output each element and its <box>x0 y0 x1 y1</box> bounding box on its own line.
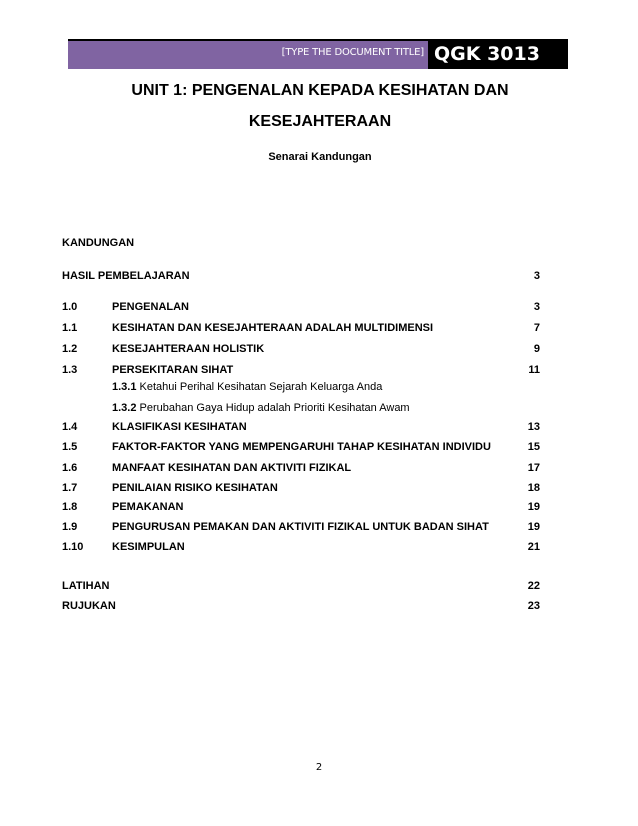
toc-text: PEMAKANAN <box>112 501 184 513</box>
toc-number: 1.2 <box>62 343 78 355</box>
toc-number: 1.7 <box>62 482 78 494</box>
toc-row-latihan <box>62 580 540 596</box>
toc-row <box>62 521 540 537</box>
toc-text: HASIL PEMBELAJARAN <box>62 270 190 282</box>
toc-subnumber: 1.3.1 <box>112 381 137 393</box>
toc-row <box>62 301 540 317</box>
toc-text: KESIMPULAN <box>112 541 185 553</box>
toc-text: FAKTOR-FAKTOR YANG MEMPENGARUHI TAHAP KESIHATAN INDIVIDU <box>112 441 491 453</box>
toc-page: 3 <box>533 301 540 313</box>
toc-row <box>62 322 540 338</box>
toc-page: 18 <box>527 482 540 494</box>
toc-text: PENGENALAN <box>112 301 190 313</box>
toc-page: 22 <box>527 580 540 592</box>
toc-number: 1.9 <box>62 521 78 533</box>
toc-number: 1.6 <box>62 462 78 474</box>
toc-page: 19 <box>527 521 540 533</box>
toc-page: 15 <box>527 441 540 453</box>
toc-subtext: Ketahui Perihal Kesihatan Sejarah Keluarga Anda <box>136 381 383 393</box>
toc-text: PERSEKITARAN SIHAT <box>112 364 234 376</box>
toc-row <box>62 462 540 478</box>
toc-text: LATIHAN <box>62 580 110 592</box>
toc-row-rujukan <box>62 600 540 616</box>
header-title-bar <box>68 39 428 69</box>
toc-page: 7 <box>533 322 540 334</box>
toc-row <box>62 421 540 437</box>
toc-subtext: Perubahan Gaya Hidup adalah Prioriti Kesihatan Awam <box>136 402 410 414</box>
unit-title-line-1: UNIT 1: PENGENALAN KEPADA KESIHATAN DAN <box>131 82 509 99</box>
page-header <box>68 39 568 69</box>
toc-subnumber: 1.3.2 <box>112 402 137 414</box>
toc-number: 1.10 <box>62 541 84 553</box>
toc-text: KESEJAHTERAAN HOLISTIK <box>112 343 265 355</box>
toc-row <box>62 364 540 380</box>
toc-number: 1.8 <box>62 501 78 513</box>
toc-page: 23 <box>527 600 540 612</box>
toc-page: 13 <box>527 421 540 433</box>
toc-subentry <box>112 381 382 393</box>
toc-number: 1.1 <box>62 322 78 334</box>
contents-heading: KANDUNGAN <box>62 237 135 249</box>
toc-subentry <box>112 402 410 414</box>
toc-text: MANFAAT KESIHATAN DAN AKTIVITI FIZIKAL <box>112 462 352 474</box>
toc-page: 3 <box>533 270 540 282</box>
toc-page: 21 <box>527 541 540 553</box>
toc-number: 1.3 <box>62 364 78 376</box>
toc-number: 1.0 <box>62 301 78 313</box>
toc-number: 1.4 <box>62 421 78 433</box>
contents-subtitle: Senarai Kandungan <box>268 151 372 163</box>
toc-row <box>62 501 540 517</box>
toc-number: 1.5 <box>62 441 78 453</box>
toc-page: 19 <box>527 501 540 513</box>
toc-text: RUJUKAN <box>62 600 116 612</box>
toc-page: 9 <box>533 343 540 355</box>
toc-row <box>62 441 540 457</box>
toc-row <box>62 482 540 498</box>
toc-text: KESIHATAN DAN KESEJAHTERAAN ADALAH MULTIDIMENSI <box>112 322 434 334</box>
toc-page: 17 <box>527 462 540 474</box>
course-code: QGK 3013 <box>428 39 568 69</box>
toc-row <box>62 343 540 359</box>
toc-row-hasil <box>62 270 540 286</box>
toc-text: PENGURUSAN PEMAKAN DAN AKTIVITI FIZIKAL UNTUK BADAN SIHAT <box>112 521 489 533</box>
unit-title-line-2: KESEJAHTERAAN <box>248 113 392 130</box>
toc-text: PENILAIAN RISIKO KESIHATAN <box>112 482 278 494</box>
document-title: [TYPE THE DOCUMENT TITLE] <box>281 47 424 58</box>
page-number: 2 <box>315 762 323 773</box>
toc-page: 11 <box>528 364 540 376</box>
toc-row <box>62 541 540 557</box>
toc-text: KLASIFIKASI KESIHATAN <box>112 421 247 433</box>
